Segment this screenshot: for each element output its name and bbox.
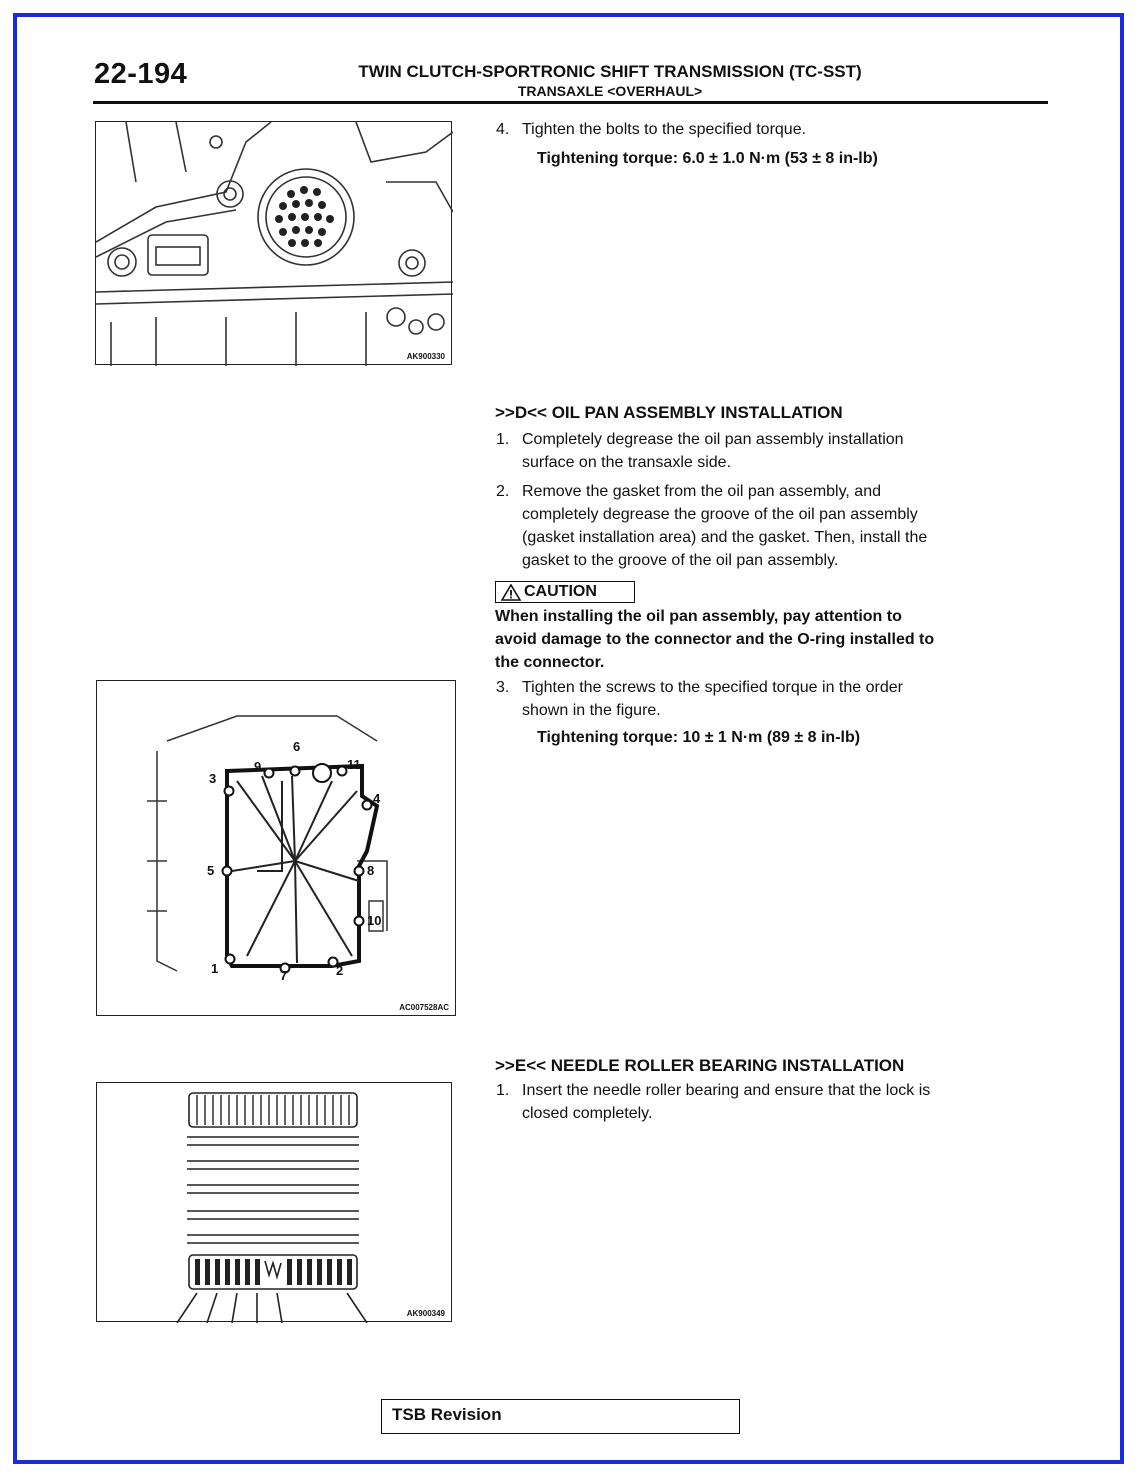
- caution-text: [495, 605, 1055, 674]
- step-number: 2.: [496, 483, 510, 500]
- step-text-line: Completely degrease the oil pan assembly installation: [522, 431, 904, 448]
- section-heading: >>E<< NEEDLE ROLLER BEARING INSTALLATION: [495, 1056, 905, 1075]
- bolt-label-3: 3: [209, 771, 217, 786]
- step-text-line: surface on the transaxle side.: [522, 454, 732, 471]
- step-number: 1.: [496, 1082, 510, 1099]
- caution-line: avoid damage to the connector and the O-ring installed to: [495, 631, 935, 648]
- step-text-line: Remove the gasket from the oil pan assembly, and: [522, 483, 881, 500]
- step-text: [522, 480, 927, 572]
- bolt-label-4: 4: [373, 791, 381, 806]
- page-title: TWIN CLUTCH-SPORTRONIC SHIFT TRANSMISSION (TC-SST): [358, 62, 862, 81]
- section-heading: >>D<< OIL PAN ASSEMBLY INSTALLATION: [495, 403, 843, 422]
- tsb-revision-box: TSB Revision: [381, 1399, 740, 1434]
- step-text-line: Tighten the screws to the specified torque in the order: [522, 679, 903, 696]
- bolt-label-2: 2: [336, 963, 344, 978]
- figure-id: AK900349: [406, 1309, 445, 1318]
- connector-bolts-illustration: [96, 122, 453, 366]
- header-rule: [93, 101, 1048, 104]
- figure-id: AC007528AC: [399, 1003, 449, 1012]
- figure-connector-bolts: [95, 121, 452, 365]
- torque-spec: Tightening torque: 10 ± 1 N·m (89 ± 8 in-lb): [537, 729, 861, 746]
- bolt-label-1: 1: [211, 961, 219, 976]
- caution-line: When installing the oil pan assembly, pay attention to: [495, 608, 902, 625]
- page-number: 22-194: [94, 58, 188, 90]
- bolt-label-7: 7: [280, 968, 288, 983]
- figure-needle-bearing: [96, 1082, 452, 1322]
- bolt-label-11: 11: [347, 757, 361, 772]
- step-number: 4.: [496, 121, 510, 138]
- step-text-line: Insert the needle roller bearing and ensure that the lock is: [522, 1082, 931, 1099]
- step-text-line: closed completely.: [522, 1105, 653, 1122]
- step-number: 1.: [496, 431, 510, 448]
- bolt-label-5: 5: [207, 863, 215, 878]
- torque-spec: Tightening torque: 6.0 ± 1.0 N·m (53 ± 8 in-lb): [537, 150, 878, 167]
- step-text: Tighten the bolts to the specified torque.: [522, 121, 807, 138]
- bolt-label-6: 6: [293, 739, 301, 754]
- figure-oil-pan-sequence: [96, 680, 456, 1016]
- warning-triangle-icon: [501, 584, 521, 601]
- bolt-label-10: 10: [367, 913, 382, 928]
- step-number: 3.: [496, 679, 510, 696]
- step-text: [522, 676, 903, 722]
- step-text: [522, 428, 904, 474]
- figure-id: AK900330: [406, 352, 445, 361]
- step-text-line: gasket to the groove of the oil pan assembly.: [522, 552, 839, 569]
- caution-line: the connector.: [495, 654, 605, 671]
- oil-pan-illustration: [97, 681, 457, 1017]
- needle-bearing-illustration: [97, 1083, 453, 1323]
- caution-label-text: CAUTION: [524, 583, 597, 600]
- step-text-line: (gasket installation area) and the gasket. Then, install the: [522, 529, 928, 546]
- bolt-label-9: 9: [254, 759, 262, 774]
- step-text: [522, 1079, 930, 1125]
- caution-label: [495, 581, 635, 603]
- bolt-label-8: 8: [367, 863, 375, 878]
- step-text-line: completely degrease the groove of the oil pan assembly: [522, 506, 918, 523]
- step-text-line: shown in the figure.: [522, 702, 661, 719]
- page-subtitle: TRANSAXLE <OVERHAUL>: [517, 83, 703, 99]
